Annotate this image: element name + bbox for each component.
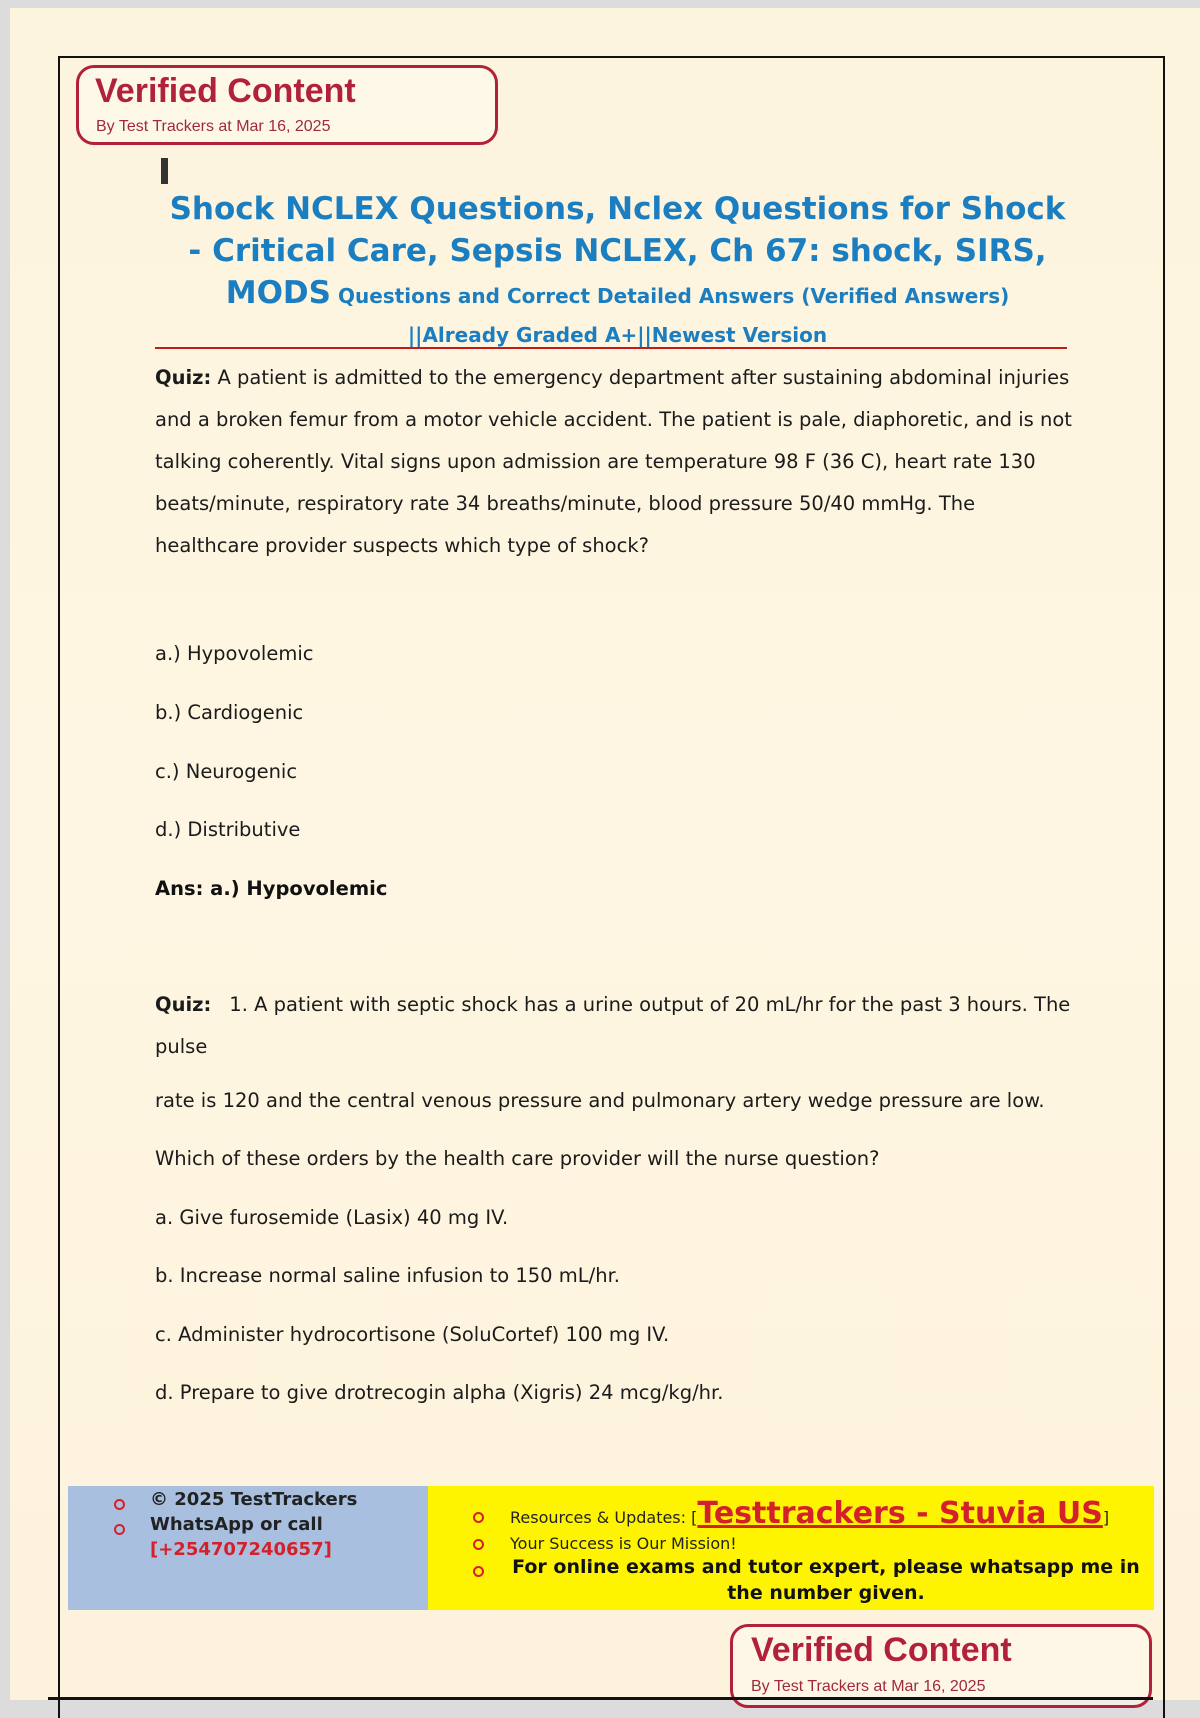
quiz-label: Quiz: [155, 366, 212, 389]
stamp-title: Verified Content [95, 72, 356, 110]
question-2-text-c: Which of these orders by the health care provider will the nurse question? [155, 1147, 880, 1170]
question-1-stem [155, 357, 1075, 567]
title-line-4: ||Already Graded A+||Newest Version [407, 323, 828, 347]
title-mods: MODS [225, 275, 331, 311]
title-line-2: - Critical Care, Sepsis NCLEX, Ch 67: shock, SIRS, [188, 233, 1047, 269]
q1-option-d: d.) Distributive [155, 818, 301, 841]
q2-option-b: b. Increase normal saline infusion to 150 mL/hr. [155, 1264, 620, 1287]
question-2-stem [155, 984, 1075, 1068]
q1-answer: Ans: a.) Hypovolemic [155, 877, 388, 900]
bullet-icon [473, 1539, 484, 1550]
stamp-subtitle: By Test Trackers at Mar 16, 2025 [96, 118, 331, 135]
title-line-3 [150, 272, 1085, 319]
document-page [10, 8, 1200, 1700]
question-2-text-a: 1. A patient with septic shock has a urine output of 20 mL/hr for the past 3 hours. The pulse [155, 993, 1071, 1058]
resources-label: Resources & Updates: [ [510, 1508, 698, 1527]
footer-mission: Your Success is Our Mission! [510, 1534, 737, 1553]
footer-phone[interactable]: [+254707240657] [150, 1539, 332, 1560]
quiz-label: Quiz: [155, 993, 212, 1016]
resources-close: ] [1102, 1508, 1110, 1527]
footer-copyright: © 2025 TestTrackers [150, 1489, 358, 1510]
question-2-text-b: rate is 120 and the central venous pressure and pulmonary artery wedge pressure are low. [155, 1089, 1045, 1112]
title-subtitle: Questions and Correct Detailed Answers (Verified Answers) [331, 284, 1010, 308]
bullet-icon [473, 1512, 484, 1523]
q2-option-a: a. Give furosemide (Lasix) 40 mg IV. [155, 1206, 509, 1229]
footer-resources [510, 1496, 1109, 1531]
footer-contact-box [68, 1486, 428, 1610]
stamp-title: Verified Content [751, 1631, 1012, 1669]
q1-option-c: c.) Neurogenic [155, 760, 298, 783]
q1-option-b: b.) Cardiogenic [155, 701, 304, 724]
q2-option-c: c. Administer hydrocortisone (SoluCortef) 100 mg IV. [155, 1323, 670, 1346]
verified-stamp-bottom [730, 1624, 1152, 1708]
stuvia-link[interactable]: Testtrackers - Stuvia US [697, 1496, 1103, 1531]
q2-option-d: d. Prepare to give drotrecogin alpha (Xigris) 24 mcg/kg/hr. [155, 1381, 724, 1404]
title-divider [155, 347, 1067, 349]
verified-stamp-top [76, 65, 498, 145]
document-title [150, 188, 1085, 351]
footer-whatsapp: WhatsApp or call [150, 1514, 323, 1535]
q1-option-a: a.) Hypovolemic [155, 642, 314, 665]
footer-resources-box [428, 1486, 1154, 1610]
footer-online-exams: For online exams and tutor expert, please whatsapp me in the number given. [512, 1556, 1140, 1604]
bullet-icon [473, 1566, 484, 1577]
bullet-icon [114, 1499, 125, 1510]
text-cursor-icon [161, 158, 168, 184]
title-line-1: Shock NCLEX Questions, Nclex Questions for Shock [169, 191, 1066, 227]
question-1-text: A patient is admitted to the emergency department after sustaining abdominal injuries and a broken femur from a motor vehicle accident. The patient is pale, diaphoretic, and is not talking coherently. Vital signs upon admission are temperature 98 F (36 C), heart rate 130 beats/minute, respiratory rate 34 breaths/minute, blood pressure 50/40 mmHg. The healthcare provider suspects which type of shock? [155, 366, 1072, 557]
bullet-icon [114, 1524, 125, 1535]
stamp-subtitle: By Test Trackers at Mar 16, 2025 [751, 1678, 986, 1695]
